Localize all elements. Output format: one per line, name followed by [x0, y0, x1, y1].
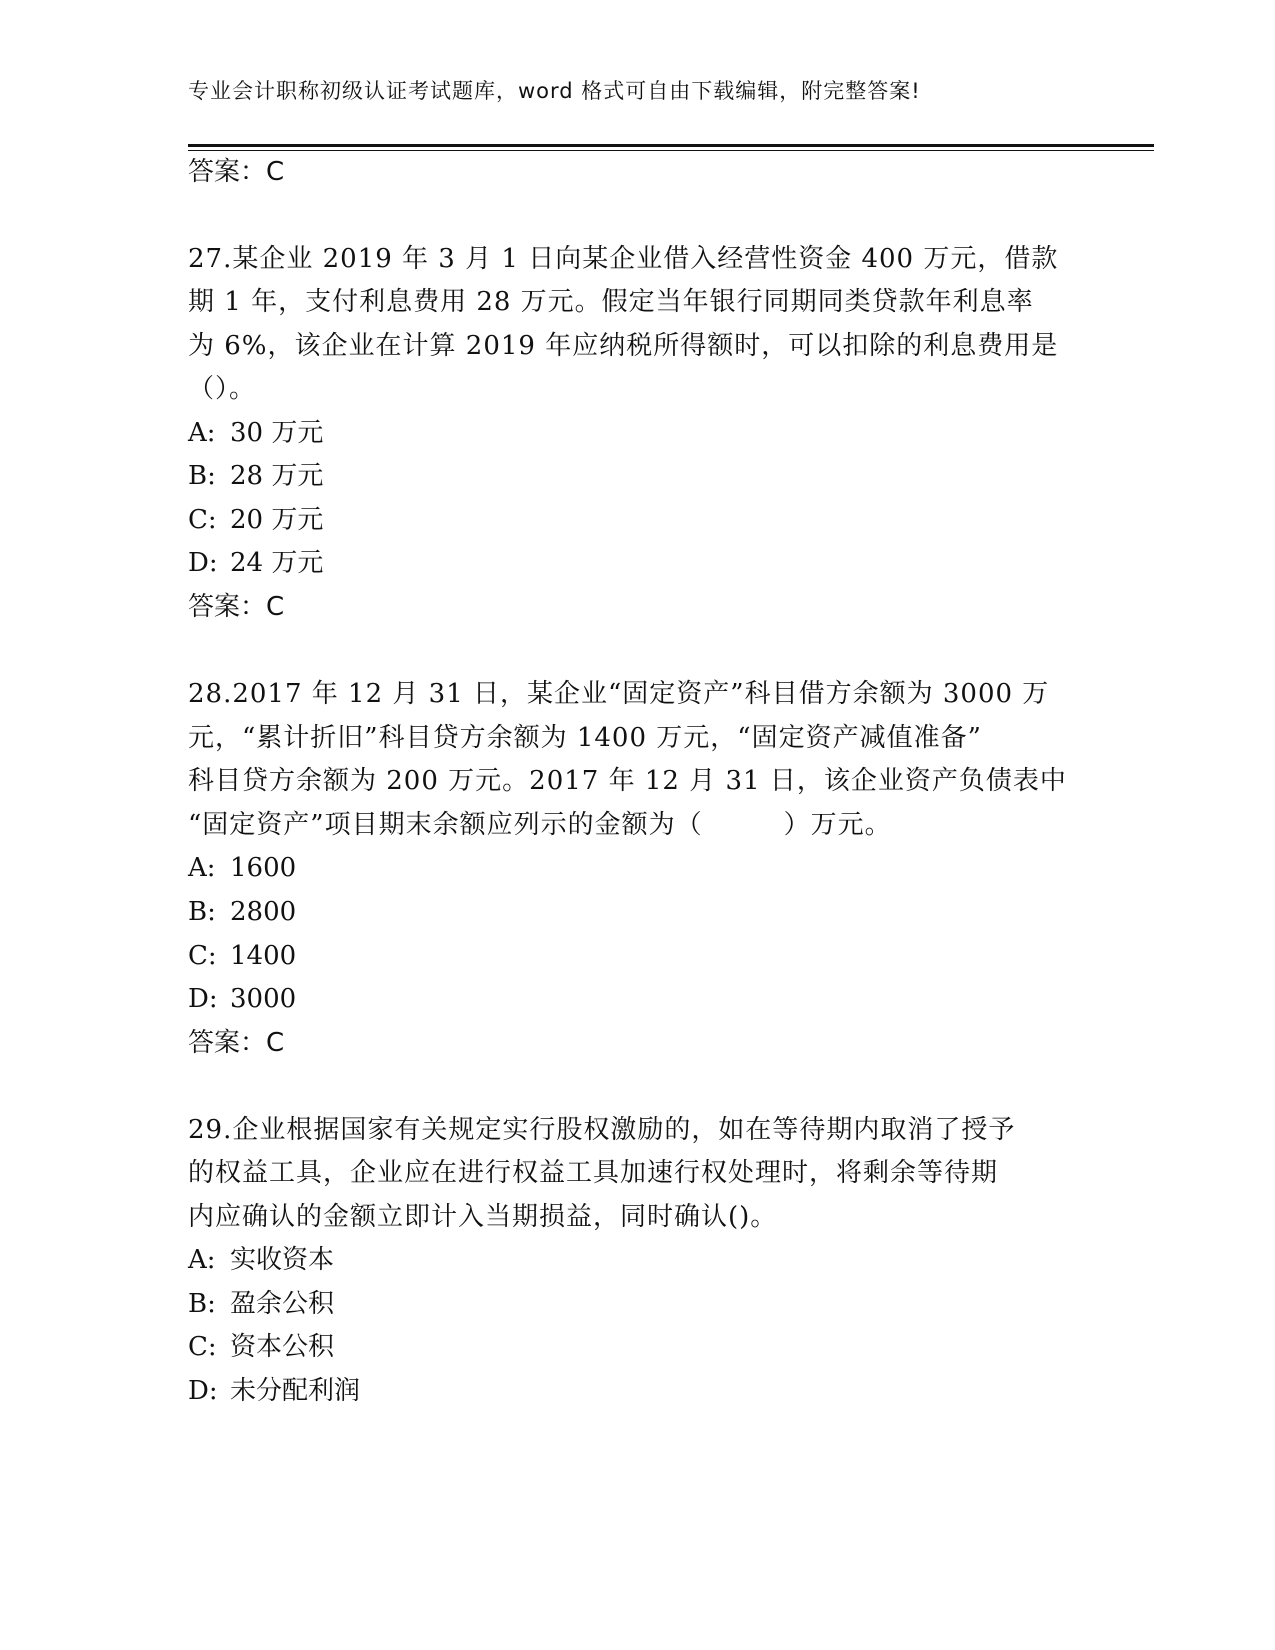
page-header: 专业会计职称初级认证考试题库，word 格式可自由下载编辑，附完整答案!	[188, 79, 921, 103]
option-label: A:	[188, 1245, 216, 1275]
option-label: C:	[188, 505, 217, 535]
question-stem-line: 期 1 年，支付利息费用 28 万元。假定当年银行同期同类贷款年利息率	[188, 287, 1034, 317]
option-label: B:	[188, 897, 216, 927]
answer: 答案：C	[188, 1028, 285, 1058]
option-c	[188, 503, 323, 537]
question-stem-line: （）。	[188, 374, 257, 404]
question-stem-line: “固定资产”项目期末余额应列示的金额为（ ）万元。	[188, 810, 892, 840]
option-b	[188, 1287, 334, 1321]
answer: 答案：C	[188, 592, 285, 622]
option-d	[188, 1374, 360, 1408]
option-b	[188, 895, 296, 929]
question-stem-line: 科目贷方余额为 200 万元。2017 年 12 月 31 日，该企业资产负债表中	[188, 766, 1067, 796]
question-stem-line: 27.某企业 2019 年 3 月 1 日向某企业借入经营性资金 400 万元，借款	[188, 244, 1059, 274]
option-text: 3000	[230, 984, 297, 1014]
option-b	[188, 459, 323, 493]
option-text: 实收资本	[230, 1245, 335, 1275]
option-text: 28 万元	[230, 461, 324, 491]
option-text: 资本公积	[230, 1332, 335, 1362]
option-c	[188, 939, 296, 973]
option-text: 1400	[230, 941, 297, 971]
header-rule-thick	[188, 144, 1154, 147]
question-stem-line: 元，“累计折旧”科目贷方余额为 1400 万元，“固定资产减值准备”	[188, 723, 982, 753]
option-label: B:	[188, 461, 216, 491]
question-stem-line: 为 6%，该企业在计算 2019 年应纳税所得额时，可以扣除的利息费用是	[188, 331, 1059, 361]
option-label: B:	[188, 1289, 216, 1319]
option-d	[188, 546, 323, 580]
question-stem-line: 28.2017 年 12 月 31 日，某企业“固定资产”科目借方余额为 3000 万	[188, 679, 1050, 709]
option-label: D:	[188, 984, 218, 1014]
option-label: D:	[188, 548, 218, 578]
option-label: A:	[188, 418, 216, 448]
answer-previous: 答案：C	[188, 157, 285, 187]
option-text: 20 万元	[230, 505, 324, 535]
option-a	[188, 1243, 334, 1277]
option-text: 30 万元	[230, 418, 324, 448]
question-stem-line: 内应确认的金额立即计入当期损益，同时确认()。	[188, 1202, 778, 1232]
option-d	[188, 982, 296, 1016]
option-label: D:	[188, 1376, 218, 1406]
question-stem-line: 29.企业根据国家有关规定实行股权激励的，如在等待期内取消了授予	[188, 1115, 1016, 1145]
option-c	[188, 1330, 334, 1364]
option-a	[188, 851, 296, 885]
option-a	[188, 416, 323, 450]
question-stem-line: 的权益工具，企业应在进行权益工具加速行权处理时，将剩余等待期	[188, 1158, 999, 1188]
option-label: C:	[188, 941, 217, 971]
option-label: A:	[188, 853, 216, 883]
option-text: 1600	[230, 853, 297, 883]
option-text: 24 万元	[230, 548, 324, 578]
option-label: C:	[188, 1332, 217, 1362]
option-text: 盈余公积	[230, 1289, 335, 1319]
header-rule-thin	[188, 150, 1154, 151]
option-text: 未分配利润	[230, 1376, 361, 1406]
option-text: 2800	[230, 897, 297, 927]
